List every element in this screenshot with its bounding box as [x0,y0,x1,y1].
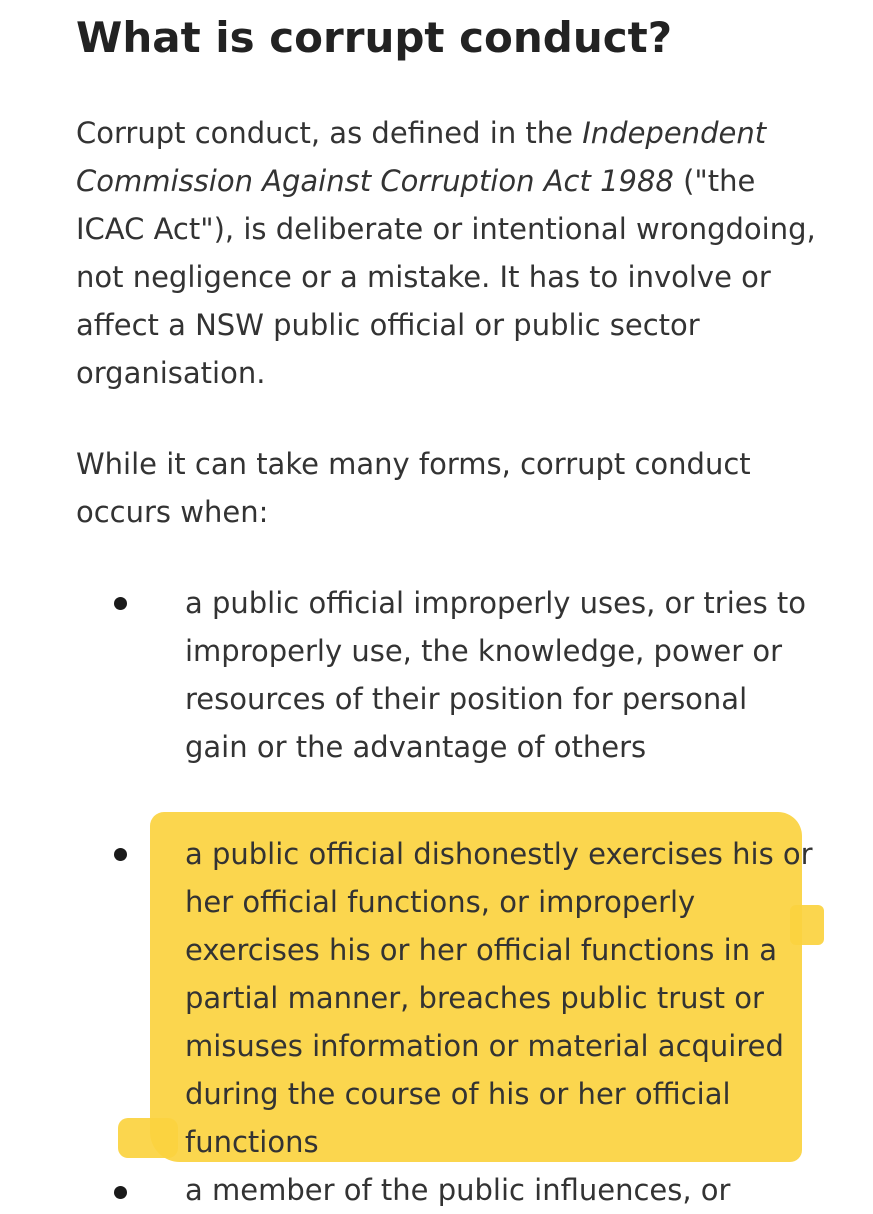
list-item-text: a member of the public influences, or [185,1173,731,1207]
bullet-icon [114,597,127,610]
bullet-icon [114,848,127,861]
act-name: Independent Commission Against Corruption Act 1988 [76,116,767,198]
bullet-icon [114,1186,127,1199]
list-item-text: a public official dishonestly exercises his or her official functions, or improperly exercises his or her official functions in a partial manner, breaches public trust or misuses information or material acquired during the course of his or her official functions [185,837,813,1159]
intro-text-start: Corrupt conduct, as defined in the [76,116,583,150]
page-title: What is corrupt conduct? [76,13,673,62]
lead-in-paragraph: While it can take many forms, corrupt conduct occurs when: [76,447,751,529]
intro-text-end: ("the ICAC Act"), is deliberate or intentional wrongdoing, not negligence or a mistake. It has to involve or affect a NSW public official or public sector organisation. [76,164,816,390]
list-item-text: a public official improperly uses, or tries to improperly use, the knowledge, power or resources of their position for personal gain or the advantage of others [185,586,807,764]
